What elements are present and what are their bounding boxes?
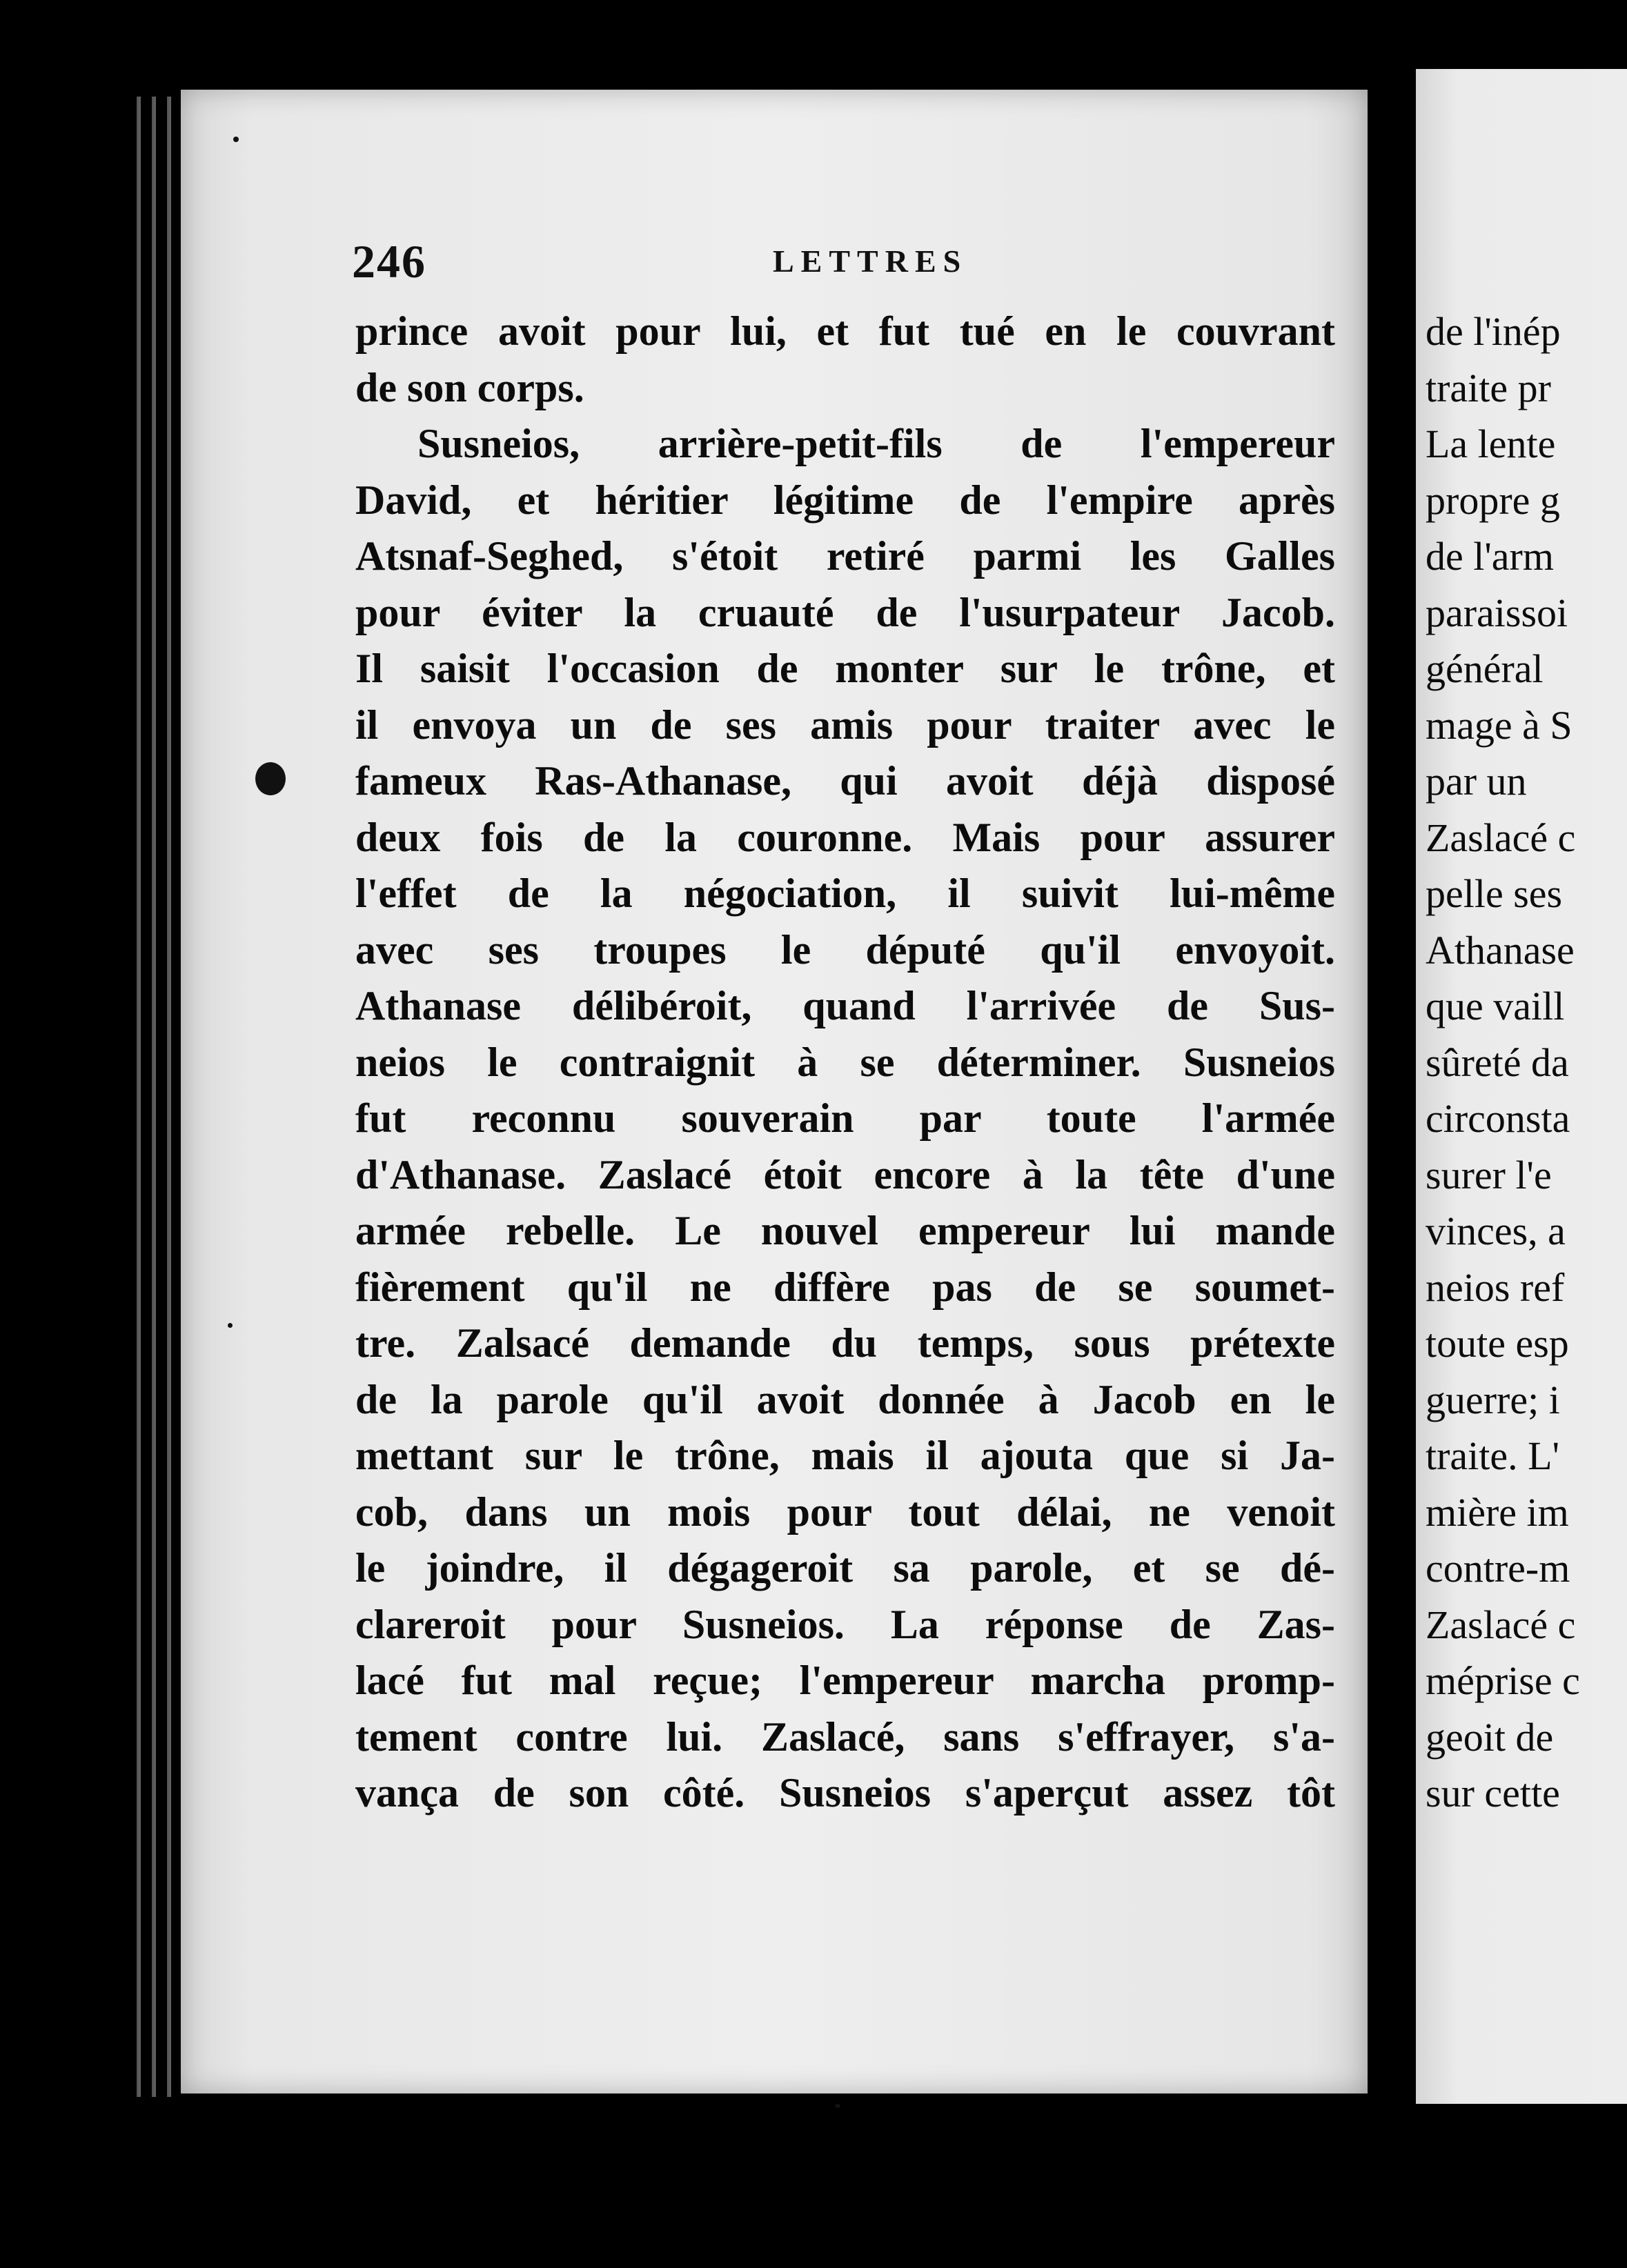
text-line: circonsta <box>1426 1096 1570 1141</box>
ink-speck <box>233 137 239 142</box>
text-line: tre. Zalsacé demande du temps, sous prétexte <box>355 1320 1335 1366</box>
text-line: deux fois de la couronne. Mais pour assurer <box>355 814 1335 860</box>
text-line: Il saisit l'occasion de monter sur le trône, et <box>355 646 1335 691</box>
text-line: de son corps. <box>355 364 584 410</box>
ink-blot <box>255 762 286 795</box>
text-line: fièrement qu'il ne diffère pas de se soumet- <box>355 1264 1335 1310</box>
text-line: de l'inép <box>1426 309 1561 354</box>
ink-speck <box>835 2104 840 2108</box>
text-line: le joindre, il dégageroit sa parole, et se dé- <box>355 1545 1335 1591</box>
text-line: toute esp <box>1426 1321 1569 1366</box>
left-page-text <box>355 304 1335 1822</box>
text-line: Athanase délibéroit, quand l'arrivée de Sus- <box>355 983 1335 1028</box>
text-line: clareroit pour Susneios. La réponse de Zas- <box>355 1601 1335 1647</box>
text-line: neios ref <box>1426 1264 1565 1310</box>
text-line: par un <box>1426 759 1527 804</box>
text-line: traite. L' <box>1426 1433 1560 1478</box>
text-line: David, et héritier légitime de l'empire après <box>355 477 1335 523</box>
text-line: pelle ses <box>1426 871 1563 916</box>
text-line: général <box>1426 646 1544 691</box>
text-line: propre g <box>1426 477 1560 523</box>
text-line: méprise c <box>1426 1658 1580 1703</box>
text-line: l'effet de la négociation, il suivit lui-même <box>355 871 1335 916</box>
text-line: d'Athanase. Zaslacé étoit encore à la tête d'une <box>355 1151 1335 1197</box>
text-line: lacé fut mal reçue; l'empereur marcha promp- <box>355 1658 1335 1703</box>
text-line: mettant sur le trône, mais il ajouta que si Ja- <box>355 1433 1335 1478</box>
text-line: fut reconnu souverain par toute l'armée <box>355 1095 1335 1141</box>
page-gutter <box>1368 55 1416 2268</box>
text-line: sûreté da <box>1426 1040 1569 1085</box>
text-line: que vaill <box>1426 984 1565 1028</box>
text-line: avec ses troupes le député qu'il envoyoit. <box>355 926 1335 973</box>
text-line: cob, dans un mois pour tout délai, ne venoit <box>355 1489 1335 1535</box>
text-line: La lente <box>1426 421 1556 466</box>
text-line: traite pr <box>1426 365 1551 410</box>
text-line: fameux Ras-Athanase, qui avoit déjà disposé <box>355 758 1335 804</box>
text-line: Athanase <box>1426 927 1575 973</box>
text-line: guerre; i <box>1426 1377 1560 1422</box>
text-line: prince avoit pour lui, et fut tué en le couvrant <box>355 308 1335 354</box>
text-line: Atsnaf-Seghed, s'étoit retiré parmi les Galles <box>355 533 1335 579</box>
text-line: il envoya un de ses amis pour traiter avec le <box>355 702 1335 748</box>
ink-speck <box>228 1323 233 1328</box>
text-line: surer l'e <box>1426 1152 1552 1197</box>
page-header <box>352 235 1352 290</box>
text-line: tement contre lui. Zaslacé, sans s'effrayer, s'a- <box>355 1713 1335 1760</box>
text-line: Zaslacé c <box>1426 815 1576 860</box>
page-number: 246 <box>352 235 426 288</box>
text-line: paraissoi <box>1426 590 1568 635</box>
text-line: mage à S <box>1426 702 1572 748</box>
text-line: de l'arm <box>1426 534 1554 579</box>
text-line: Susneios, arrière-petit-fils de l'empereur <box>417 421 1335 466</box>
text-line: vinces, a <box>1426 1208 1566 1253</box>
text-line: de la parole qu'il avoit donnée à Jacob en le <box>355 1376 1335 1422</box>
text-line: sur cette <box>1426 1771 1560 1816</box>
text-line: contre-m <box>1426 1546 1570 1591</box>
text-line: pour éviter la cruauté de l'usurpateur Jacob. <box>355 589 1335 635</box>
text-line: vança de son côté. Susneios s'aperçut assez tôt <box>355 1770 1335 1816</box>
text-line: mière im <box>1426 1489 1569 1535</box>
text-line: armée rebelle. Le nouvel empereur lui mande <box>355 1208 1335 1253</box>
right-page-text <box>1426 304 1627 1822</box>
text-line: geoit de <box>1426 1714 1554 1760</box>
running-head: LETTRES <box>773 243 968 279</box>
text-line: neios le contraignit à se déterminer. Susneios <box>355 1039 1335 1085</box>
text-line: Zaslacé c <box>1426 1602 1576 1647</box>
binding-edge <box>131 97 179 2097</box>
